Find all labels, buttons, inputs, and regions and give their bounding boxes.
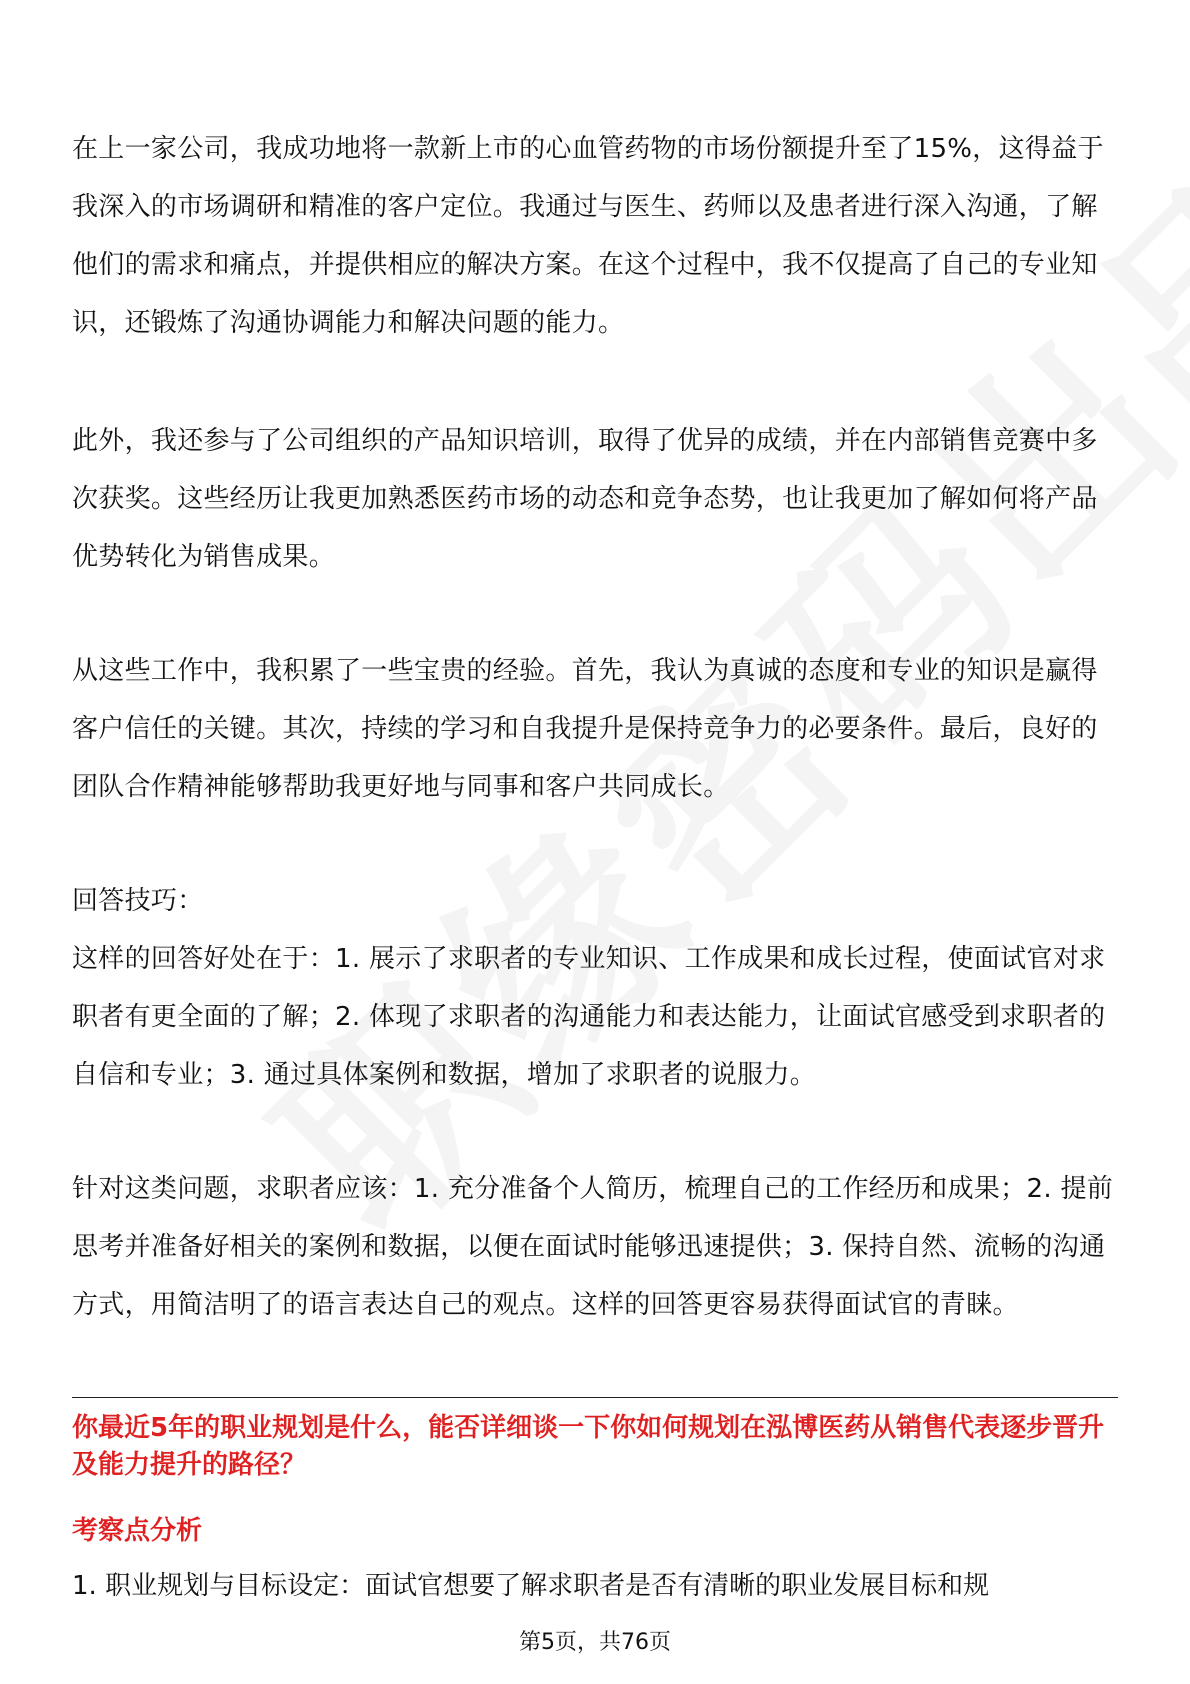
paragraph-lessons: 从这些工作中，我积累了一些宝贵的经验。首先，我认为真诚的态度和专业的知识是赢得客户信任的关键。其次，持续的学习和自我提升是保持竞争力的必要条件。最后，良好的团队合作精神能够帮助我更好地与同事和客户共同成长。: [72, 656, 1098, 802]
section-divider: [72, 1397, 1118, 1398]
page-number: 第5页，共76页: [519, 1630, 671, 1655]
analysis-point-1: 1. 职业规划与目标设定：面试官想要了解求职者是否有清晰的职业发展目标和规: [72, 1571, 990, 1601]
paragraph-experience: 在上一家公司，我成功地将一款新上市的心血管药物的市场份额提升至了15%，这得益于我深入的市场调研和精准的客户定位。我通过与医生、药师以及患者进行深入沟通，了解他们的需求和痛点，并提供相应的解决方案。在这个过程中，我不仅提高了自己的专业知识，还锻炼了沟通协调能力和解决问题的能力。: [72, 134, 1104, 338]
paragraph-training: 此外，我还参与了公司组织的产品知识培训，取得了优异的成绩，并在内部销售竞赛中多次获奖。这些经历让我更加熟悉医药市场的动态和竞争态势，也让我更加了解如何将产品优势转化为销售成果。: [72, 426, 1098, 572]
paragraph-advice: 针对这类问题，求职者应该：1. 充分准备个人简历，梳理自己的工作经历和成果；2. 提前思考并准备好相关的案例和数据，以便在面试时能够迅速提供；3. 保持自然、流畅的沟通方式，用简洁明了的语言表达自己的观点。这样的回答更容易获得面试官的青睐。: [72, 1174, 1114, 1320]
analysis-heading: 考察点分析: [72, 1516, 203, 1546]
tips-label: 回答技巧：: [72, 886, 204, 916]
paragraph-tips: 这样的回答好处在于：1. 展示了求职者的专业知识、工作成果和成长过程，使面试官对求职者有更全面的了解；2. 体现了求职者的沟通能力和表达能力，让面试官感受到求职者的自信和专业；3. 通过具体案例和数据，增加了求职者的说服力。: [72, 944, 1106, 1090]
interview-question: 你最近5年的职业规划是什么，能否详细谈一下你如何规划在泓博医药从销售代表逐步晋升及能力提升的路径？: [72, 1413, 1105, 1480]
